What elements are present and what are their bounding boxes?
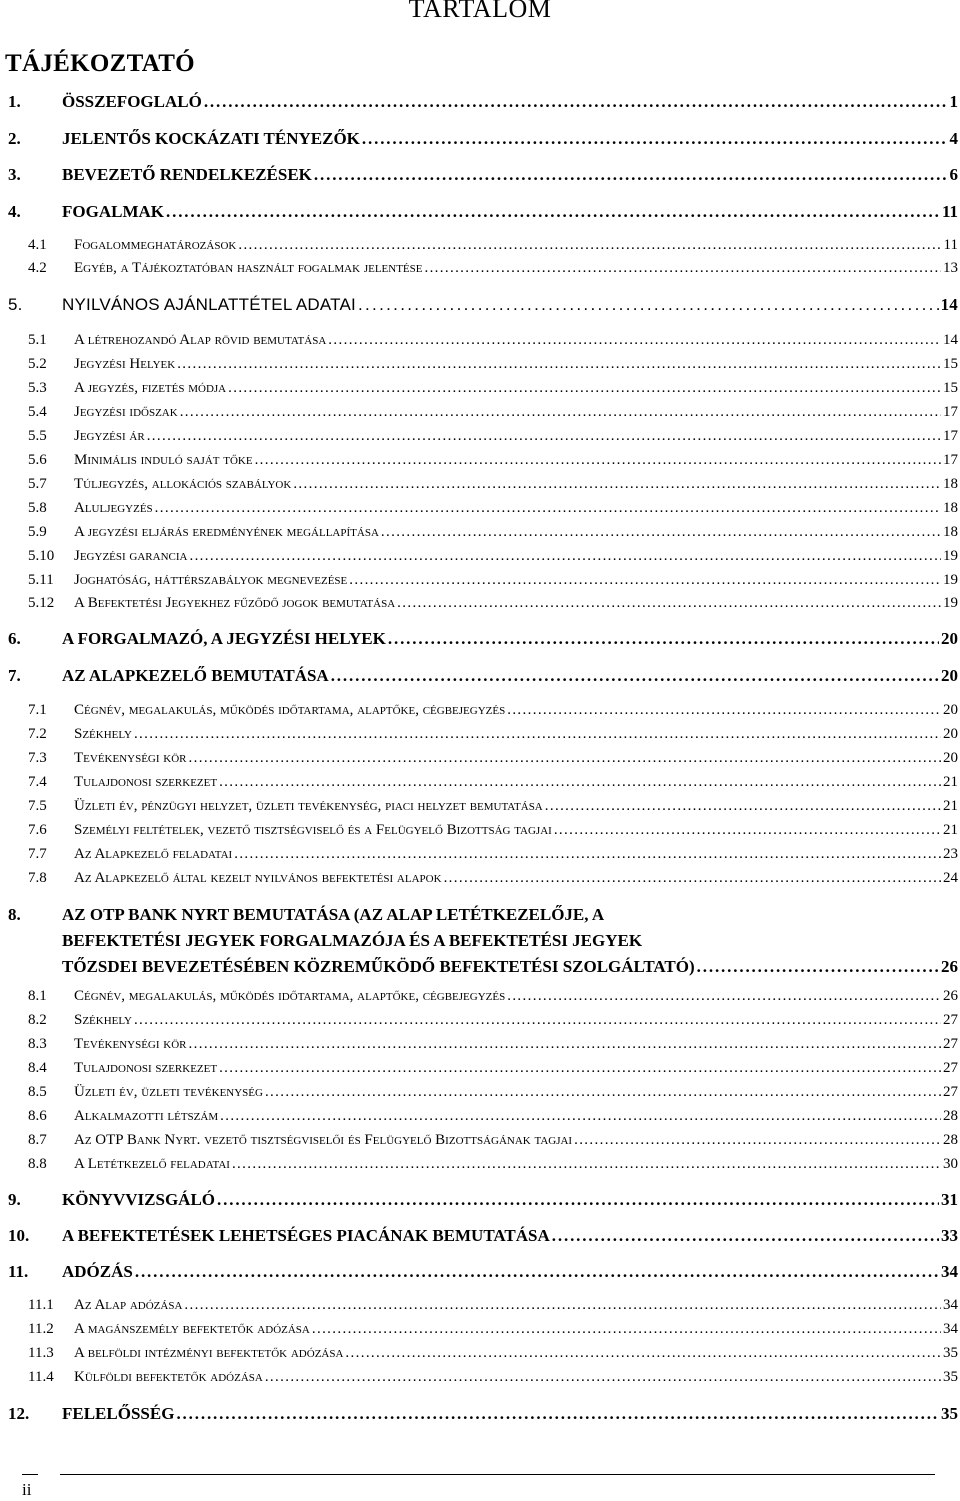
toc-label: Egyéb, a Tájékoztatóban használt fogalmak jelentése [74, 260, 423, 276]
toc-page: 34 [943, 1321, 958, 1337]
dot-leader [176, 1405, 939, 1422]
toc-number: 11.4 [28, 1369, 54, 1385]
toc-label: Üzleti év, pénzügyi helyzet, üzleti tevékenység, piaci helyzet bemutatása [74, 798, 543, 814]
toc-number: 7.4 [28, 774, 47, 790]
dot-leader [312, 1322, 941, 1337]
toc-label: Minimális induló saját tőke [74, 452, 253, 468]
toc-entry-11-3[interactable] [8, 1345, 958, 1362]
toc-entry-10[interactable] [8, 1226, 958, 1246]
toc-entry-5-2[interactable] [8, 356, 958, 373]
toc-page: 15 [943, 356, 958, 372]
toc-number: 7. [8, 666, 21, 685]
toc-entry-11-2[interactable] [8, 1321, 958, 1338]
dot-leader [189, 1037, 941, 1052]
dot-leader [166, 203, 940, 220]
toc-number: 4.1 [28, 237, 47, 253]
toc-page: 23 [943, 846, 958, 862]
dot-leader [135, 1263, 939, 1280]
toc-label: Tulajdonosi szerkezet [74, 774, 218, 790]
dot-leader [217, 1191, 939, 1208]
toc-label: A FORGALMAZÓ, A JEGYZÉSI HELYEK [62, 629, 386, 648]
toc-page: 24 [943, 870, 958, 886]
toc-label: Tevékenységi kör [74, 1036, 187, 1052]
dot-leader [552, 1227, 939, 1244]
dot-leader [228, 381, 941, 396]
toc-number: 4.2 [28, 260, 47, 276]
toc-number: 5.3 [28, 380, 47, 396]
toc-entry-7-6[interactable] [8, 822, 958, 839]
toc-entry-5-11[interactable] [8, 572, 958, 589]
dot-leader [234, 847, 941, 862]
toc-number: 7.6 [28, 822, 47, 838]
toc-page: 11 [941, 202, 958, 221]
toc-number: 8.1 [28, 988, 47, 1004]
dot-leader [697, 954, 939, 980]
toc-entry-5-8[interactable] [8, 500, 958, 517]
toc-entry-8-4[interactable] [8, 1060, 958, 1077]
toc-label: Személyi feltételek, vezető tisztségviselő és a Felügyelő Bizottság tagjai [74, 822, 552, 838]
toc-label: Alkalmazotti létszám [74, 1108, 219, 1124]
toc-number: 9. [8, 1190, 21, 1209]
toc-entry-6[interactable] [8, 629, 958, 649]
toc-page: 20 [943, 726, 958, 742]
toc-entry-7-3[interactable] [8, 750, 958, 767]
page-number: ii [22, 1480, 32, 1499]
toc-label: Túljegyzés, allokációs szabályok [74, 476, 292, 492]
toc-number: 5.1 [28, 332, 47, 348]
toc-number: 5.8 [28, 500, 47, 516]
toc-number: 5.10 [28, 548, 55, 564]
dot-leader [314, 166, 948, 183]
document-title: TÁJÉKOZTATÓ [5, 50, 195, 77]
toc-label: Külföldi befektetők adózása [74, 1369, 263, 1385]
toc-entry-8-6[interactable] [8, 1108, 958, 1125]
toc-number: 5.6 [28, 452, 47, 468]
toc-label: A jegyzési eljárás eredményének megállapítása [74, 524, 379, 540]
toc-entry-11[interactable] [8, 1262, 958, 1282]
toc-number: 5.4 [28, 404, 47, 420]
toc-number: 8.5 [28, 1084, 47, 1100]
toc-page: 17 [943, 428, 958, 444]
dot-leader [328, 333, 941, 348]
toc-label: Az OTP Bank Nyrt. vezető tisztségviselői és Felügyelő Bizottságának tagjai [74, 1132, 573, 1148]
dot-leader [507, 989, 941, 1004]
dot-leader [331, 667, 939, 684]
toc-label: A jegyzés, fizetés módja [74, 380, 227, 396]
toc-number: 7.5 [28, 798, 47, 814]
toc-label: A belföldi intézményi befektetők adózása [74, 1345, 344, 1361]
dot-leader [189, 751, 941, 766]
dot-leader [545, 799, 941, 814]
toc-label: AZ ALAPKEZELŐ BEMUTATÁSA [62, 666, 329, 685]
toc-page: 27 [943, 1036, 958, 1052]
toc-page: 27 [943, 1012, 958, 1028]
dot-leader [265, 1370, 941, 1385]
dot-leader [345, 1346, 941, 1361]
footer-divider-left [22, 1474, 38, 1475]
toc-entry-7-2[interactable] [8, 726, 958, 743]
toc-entry-9[interactable] [8, 1190, 958, 1210]
toc-page: 20 [941, 666, 958, 685]
toc-number: 5.5 [28, 428, 47, 444]
toc-page: 35 [943, 1345, 958, 1361]
dot-leader [134, 727, 941, 742]
toc-label: A létrehozandó Alap rövid bemutatása [74, 332, 327, 348]
dot-leader [189, 549, 941, 564]
dot-leader [232, 1157, 941, 1172]
toc-page: 4 [949, 129, 958, 148]
dot-leader [265, 1085, 941, 1100]
toc-page: 19 [943, 572, 958, 588]
toc-entry-2[interactable] [8, 129, 958, 149]
toc-number: 8.7 [28, 1132, 47, 1148]
toc-label: A magánszemély befektetők adózása [74, 1321, 310, 1337]
toc-entry-5[interactable] [8, 295, 958, 315]
toc-number: 3. [8, 165, 21, 184]
toc-page: 20 [943, 750, 958, 766]
toc-page: 11 [943, 237, 958, 253]
toc-page: 19 [943, 548, 958, 564]
dot-leader [184, 1298, 941, 1313]
toc-label: Az Alap adózása [74, 1297, 183, 1313]
toc-label: Az Alapkezelő feladatai [74, 846, 233, 862]
toc-entry-8-1[interactable] [8, 988, 958, 1005]
toc-entry-7-5[interactable] [8, 798, 958, 815]
toc-page: 35 [941, 1404, 958, 1423]
toc-entry-8-5[interactable] [8, 1084, 958, 1101]
toc-page: 1 [949, 92, 958, 111]
dot-leader [255, 453, 941, 468]
toc-number: 7.7 [28, 846, 47, 862]
toc-number: 11.1 [28, 1297, 54, 1313]
dot-leader [220, 1109, 941, 1124]
toc-number: 8.3 [28, 1036, 47, 1052]
footer-divider [60, 1474, 935, 1475]
toc-number: 7.3 [28, 750, 47, 766]
toc-page: 6 [949, 165, 958, 184]
toc-label: NYILVÁNOS AJÁNLATTÉTEL ADATAI [62, 295, 356, 314]
dot-leader [397, 596, 941, 611]
dot-leader [293, 477, 941, 492]
toc-page: 35 [943, 1369, 958, 1385]
toc-entry-5-10[interactable] [8, 548, 958, 565]
toc-number: 5.11 [28, 572, 54, 588]
toc-number: 4. [8, 202, 21, 221]
toc-label: Cégnév, megalakulás, működés időtartama, alaptőke, cégbejegyzés [74, 702, 506, 718]
toc-label: Fogalommeghatározások [74, 237, 237, 253]
dot-leader [219, 1061, 941, 1076]
toc-entry-8[interactable] [8, 902, 958, 982]
dot-leader [180, 405, 941, 420]
toc-entry-5-6[interactable] [8, 452, 958, 469]
toc-label: Jegyzési garancia [74, 548, 188, 564]
dot-leader [219, 775, 941, 790]
toc-page: 19 [943, 595, 958, 611]
toc-label: Üzleti év, üzleti tevékenység [74, 1084, 263, 1100]
toc-number: 11.3 [28, 1345, 54, 1361]
toc-entry-5-5[interactable] [8, 428, 958, 445]
toc-number: 5. [8, 295, 23, 314]
toc-number: 2. [8, 129, 21, 148]
toc-entry-4-2[interactable] [8, 260, 958, 277]
toc-number: 7.8 [28, 870, 47, 886]
toc-number: 10. [8, 1226, 30, 1245]
toc-label: Tevékenységi kör [74, 750, 187, 766]
toc-label: FOGALMAK [62, 202, 164, 221]
dot-leader [358, 296, 939, 313]
toc-label: A Letétkezelő feladatai [74, 1156, 230, 1172]
toc-entry-8-3[interactable] [8, 1036, 958, 1053]
toc-label: Székhely [74, 726, 132, 742]
dot-leader [238, 238, 941, 253]
toc-entry-8-2[interactable] [8, 1012, 958, 1029]
toc-label: Jegyzési Helyek [74, 356, 176, 372]
toc-entry-1[interactable] [8, 92, 958, 112]
toc-entry-5-9[interactable] [8, 524, 958, 541]
toc-number: 1. [8, 92, 21, 111]
toc-number: 8.8 [28, 1156, 47, 1172]
toc-label: A BEFEKTETÉSEK LEHETSÉGES PIACÁNAK BEMUTATÁSA [62, 1226, 550, 1245]
toc-entry-7-4[interactable] [8, 774, 958, 791]
toc-page: 17 [943, 452, 958, 468]
toc-page: 27 [943, 1060, 958, 1076]
toc-page: 34 [943, 1297, 958, 1313]
toc-label: JELENTŐS KOCKÁZATI TÉNYEZŐK [62, 129, 360, 148]
toc-entry-5-3[interactable] [8, 380, 958, 397]
dot-leader [155, 501, 941, 516]
toc-number: 5.7 [28, 476, 47, 492]
toc-label: BEVEZETŐ RENDELKEZÉSEK [62, 165, 312, 184]
toc-entry-5-4[interactable] [8, 404, 958, 421]
toc-entry-7-8[interactable] [8, 870, 958, 887]
toc-entry-5-7[interactable] [8, 476, 958, 493]
toc-page: 21 [943, 774, 958, 790]
toc-entry-7-1[interactable] [8, 702, 958, 719]
dot-leader [444, 871, 941, 886]
toc-number: 8.6 [28, 1108, 47, 1124]
toc-page: 18 [943, 476, 958, 492]
toc-label: Tulajdonosi szerkezet [74, 1060, 218, 1076]
toc-page: 17 [943, 404, 958, 420]
toc-label: FELELŐSSÉG [62, 1404, 175, 1423]
dot-leader [381, 525, 941, 540]
toc-entry-7[interactable] [8, 666, 958, 686]
toc-page: 21 [943, 822, 958, 838]
toc-page: 33 [941, 1226, 958, 1245]
toc-page: 20 [943, 702, 958, 718]
toc-number: 8. [8, 905, 21, 924]
toc-entry-4-1[interactable] [8, 237, 958, 254]
toc-entry-7-7[interactable] [8, 846, 958, 863]
toc-number: 6. [8, 629, 21, 648]
dot-leader [147, 429, 941, 444]
toc-entry-11-1[interactable] [8, 1297, 958, 1314]
dot-leader [177, 357, 941, 372]
toc-page: 31 [941, 1190, 958, 1209]
toc-label-line-3: TŐZSDEI BEVEZETÉSÉBEN KÖZREMŰKÖDŐ BEFEKTETÉSI SZOLGÁLTATÓ) [62, 957, 695, 976]
toc-label: Aluljegyzés [74, 500, 153, 516]
toc-label: Jegyzési időszak [74, 404, 178, 420]
toc-number: 5.12 [28, 595, 55, 611]
dot-leader [574, 1133, 941, 1148]
toc-label: A Befektetési Jegyekhez fűződő jogok bemutatása [74, 595, 396, 611]
toc-label: Jegyzési ár [74, 428, 145, 444]
toc-number: 8.2 [28, 1012, 47, 1028]
toc-entry-5-1[interactable] [8, 332, 958, 349]
toc-label: Az Alapkezelő által kezelt nyilvános befektetési alapok [74, 870, 442, 886]
toc-page: 28 [943, 1132, 958, 1148]
dot-leader [424, 261, 941, 276]
toc-entry-4[interactable] [8, 202, 958, 222]
toc-label: KÖNYVVIZSGÁLÓ [62, 1190, 216, 1209]
toc-number: 8.4 [28, 1060, 47, 1076]
toc-page: 28 [943, 1108, 958, 1124]
toc-label: ÖSSZEFOGLALÓ [62, 92, 202, 111]
toc-label: Cégnév, megalakulás, működés időtartama, alaptőke, cégbejegyzés [74, 988, 506, 1004]
toc-number: 7.2 [28, 726, 47, 742]
toc-entry-8-8[interactable] [8, 1156, 958, 1173]
dot-leader [362, 130, 948, 147]
toc-page: 15 [943, 380, 958, 396]
toc-page: 26 [943, 988, 958, 1004]
toc-page: 14 [943, 332, 958, 348]
toc-entry-11-4[interactable] [8, 1369, 958, 1386]
toc-page: 21 [943, 798, 958, 814]
toc-number: 11. [8, 1262, 29, 1281]
toc-page: 34 [941, 1262, 958, 1281]
toc-label: ADÓZÁS [62, 1262, 133, 1281]
page-title: TARTALOM [408, 0, 552, 23]
dot-leader [554, 823, 941, 838]
toc-number: 12. [8, 1404, 30, 1423]
toc-page: 27 [943, 1084, 958, 1100]
dot-leader [134, 1013, 941, 1028]
toc-page: 18 [943, 500, 958, 516]
dot-leader [349, 573, 941, 588]
dot-leader [204, 93, 948, 110]
dot-leader [388, 630, 939, 647]
toc-number: 11.2 [28, 1321, 54, 1337]
toc-number: 5.9 [28, 524, 47, 540]
toc-number: 7.1 [28, 702, 47, 718]
toc-entry-12[interactable] [8, 1404, 958, 1424]
toc-page: 13 [943, 260, 958, 276]
toc-page: 30 [943, 1156, 958, 1172]
dot-leader [507, 703, 941, 718]
toc-page: 20 [941, 629, 958, 648]
toc-label: Joghatóság, háttérszabályok megnevezése [74, 572, 348, 588]
toc-entry-8-7[interactable] [8, 1132, 958, 1149]
toc-entry-3[interactable] [8, 165, 958, 185]
toc-number: 5.2 [28, 356, 47, 372]
toc-entry-5-12[interactable] [8, 595, 958, 612]
toc-page: 18 [943, 524, 958, 540]
toc-label-line-2: BEFEKTETÉSI JEGYEK FORGALMAZÓJA ÉS A BEFEKTETÉSI JEGYEK [62, 931, 643, 950]
toc-page: 14 [940, 295, 958, 314]
toc-label: Székhely [74, 1012, 132, 1028]
toc-label-line-1: AZ OTP BANK NYRT BEMUTATÁSA (AZ ALAP LETÉTKEZELŐJE, A [62, 905, 605, 924]
toc-page: 26 [941, 957, 958, 976]
